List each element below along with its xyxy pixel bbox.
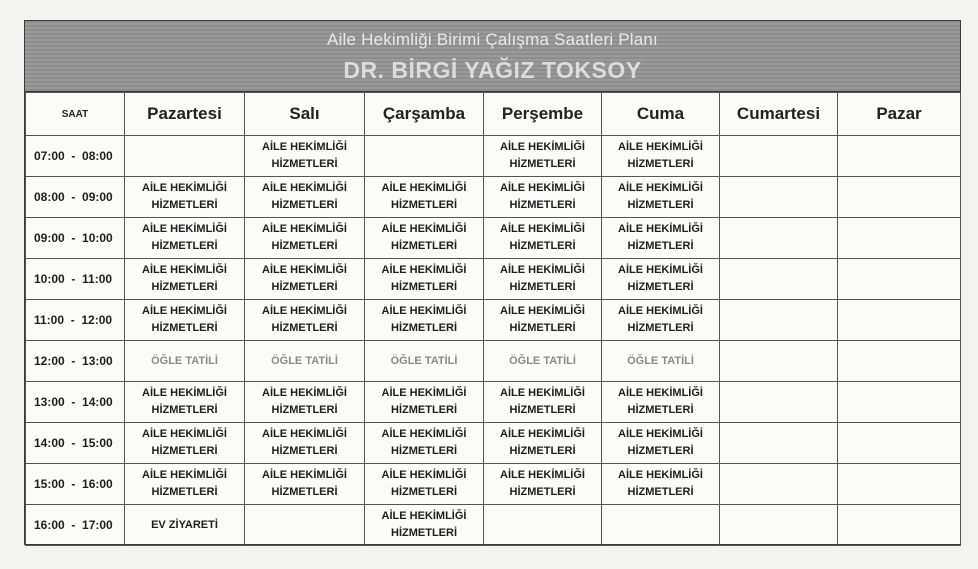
service-label-line1: AİLE HEKİMLİĞİ [262, 264, 347, 276]
empty-cell [720, 382, 838, 423]
column-header-day: Çarşamba [365, 93, 484, 136]
empty-cell [720, 341, 838, 382]
time-slot: 10:00 - 11:00 [26, 259, 125, 300]
service-label-line1: AİLE HEKİMLİĞİ [381, 387, 467, 399]
service-cell [245, 464, 365, 505]
service-cell [365, 259, 484, 300]
service-label-line1: AİLE HEKİMLİĞİ [262, 182, 347, 194]
service-cell [365, 464, 484, 505]
service-label-line1: AİLE HEKİMLİĞİ [142, 305, 227, 317]
empty-cell [720, 259, 838, 300]
service-label-line1: AİLE HEKİMLİĞİ [262, 223, 347, 235]
service-cell [245, 218, 365, 259]
empty-cell [720, 218, 838, 259]
time-slot: 14:00 - 15:00 [26, 423, 125, 464]
column-header-day: Salı [245, 93, 365, 136]
empty-cell [125, 136, 245, 177]
service-label-line1: AİLE HEKİMLİĞİ [381, 428, 467, 440]
plan-subtitle: Aile Hekimliği Birimi Çalışma Saatleri Planı [327, 30, 658, 49]
service-label-line1: AİLE HEKİMLİĞİ [142, 223, 227, 235]
service-cell [484, 218, 602, 259]
service-label-line1: AİLE HEKİMLİĞİ [262, 428, 347, 440]
table-row [26, 136, 961, 177]
service-cell [245, 382, 365, 423]
empty-cell [720, 464, 838, 505]
service-cell [484, 382, 602, 423]
service-cell [365, 218, 484, 259]
service-label-line2: HİZMETLERİ [151, 322, 218, 334]
service-label-line2: HİZMETLERİ [627, 158, 694, 170]
service-cell [484, 300, 602, 341]
service-cell [602, 464, 720, 505]
service-label-line2: HİZMETLERİ [627, 445, 694, 457]
empty-cell [484, 505, 602, 546]
service-cell [602, 136, 720, 177]
service-label-line2: HİZMETLERİ [271, 445, 338, 457]
column-header-day: Pazartesi [125, 93, 245, 136]
service-label-line2: HİZMETLERİ [151, 199, 218, 211]
service-label-line2: HİZMETLERİ [391, 404, 457, 416]
service-cell [365, 177, 484, 218]
empty-cell [838, 423, 961, 464]
empty-cell [838, 177, 961, 218]
service-cell [365, 505, 484, 546]
time-slot: 11:00 - 12:00 [26, 300, 125, 341]
service-label-line1: AİLE HEKİMLİĞİ [500, 469, 585, 481]
service-cell [602, 259, 720, 300]
service-label-line2: HİZMETLERİ [271, 486, 338, 498]
table-row [26, 259, 961, 300]
service-label-line2: HİZMETLERİ [151, 281, 218, 293]
service-label-line1: AİLE HEKİMLİĞİ [618, 182, 703, 194]
lunch-break-cell: ÖĞLE TATİLİ [245, 341, 365, 382]
table-row [26, 300, 961, 341]
service-cell [125, 423, 245, 464]
service-label-line2: HİZMETLERİ [627, 281, 694, 293]
service-label-line2: HİZMETLERİ [391, 199, 457, 211]
service-cell [484, 177, 602, 218]
table-row [26, 505, 961, 546]
service-label-line1: AİLE HEKİMLİĞİ [142, 428, 227, 440]
service-label-line1: AİLE HEKİMLİĞİ [381, 223, 467, 235]
service-cell [484, 423, 602, 464]
table-row [26, 464, 961, 505]
empty-cell [720, 300, 838, 341]
service-cell [245, 423, 365, 464]
time-slot: 16:00 - 17:00 [26, 505, 125, 546]
service-label-line2: HİZMETLERİ [271, 322, 338, 334]
service-label-line2: HİZMETLERİ [271, 240, 338, 252]
service-cell [365, 300, 484, 341]
time-slot: 09:00 - 10:00 [26, 218, 125, 259]
table-row [26, 341, 961, 382]
service-label-line2: HİZMETLERİ [509, 158, 576, 170]
table-row [26, 382, 961, 423]
service-label-line1: AİLE HEKİMLİĞİ [618, 141, 703, 153]
service-label-line1: AİLE HEKİMLİĞİ [381, 305, 467, 317]
service-label-line1: AİLE HEKİMLİĞİ [142, 469, 227, 481]
service-cell [602, 382, 720, 423]
service-label-line1: AİLE HEKİMLİĞİ [381, 510, 467, 522]
empty-cell [720, 423, 838, 464]
service-label-line2: HİZMETLERİ [271, 404, 338, 416]
service-label-line1: AİLE HEKİMLİĞİ [262, 141, 347, 153]
schedule-table [25, 92, 961, 546]
service-cell [245, 300, 365, 341]
service-label-line1: AİLE HEKİMLİĞİ [262, 387, 347, 399]
service-label-line1: AİLE HEKİMLİĞİ [618, 469, 703, 481]
service-cell [125, 464, 245, 505]
service-cell [245, 136, 365, 177]
service-label-line1: AİLE HEKİMLİĞİ [500, 223, 585, 235]
service-cell [484, 136, 602, 177]
table-body [26, 136, 961, 546]
service-label-line2: HİZMETLERİ [509, 281, 576, 293]
lunch-break-cell: ÖĞLE TATİLİ [125, 341, 245, 382]
service-label-line2: HİZMETLERİ [509, 445, 576, 457]
doctor-name: DR. BİRGİ YAĞIZ TOKSOY [343, 57, 642, 83]
service-cell [365, 423, 484, 464]
table-row [26, 423, 961, 464]
service-label-line2: HİZMETLERİ [391, 527, 457, 539]
empty-cell [838, 136, 961, 177]
service-label-line2: HİZMETLERİ [509, 404, 576, 416]
service-cell [365, 382, 484, 423]
column-header-saat: SAAT [26, 93, 125, 136]
empty-cell [602, 505, 720, 546]
service-label-line1: AİLE HEKİMLİĞİ [618, 223, 703, 235]
empty-cell [838, 464, 961, 505]
service-cell [484, 259, 602, 300]
service-label-line2: HİZMETLERİ [151, 240, 218, 252]
table-row [26, 218, 961, 259]
service-label-line1: AİLE HEKİMLİĞİ [500, 428, 585, 440]
column-header-day: Cumartesi [720, 93, 838, 136]
service-label-line1: AİLE HEKİMLİĞİ [262, 305, 347, 317]
service-label-line2: HİZMETLERİ [509, 199, 576, 211]
service-label-line1: AİLE HEKİMLİĞİ [500, 141, 585, 153]
empty-cell [720, 177, 838, 218]
service-label-line2: HİZMETLERİ [627, 404, 694, 416]
service-cell [245, 177, 365, 218]
lunch-break-cell: ÖĞLE TATİLİ [484, 341, 602, 382]
service-label-line2: HİZMETLERİ [391, 486, 457, 498]
time-slot: 15:00 - 16:00 [26, 464, 125, 505]
service-label-line2: HİZMETLERİ [627, 486, 694, 498]
service-label-line2: HİZMETLERİ [509, 486, 576, 498]
service-label-line2: HİZMETLERİ [627, 322, 694, 334]
time-slot: 07:00 - 08:00 [26, 136, 125, 177]
time-slot: 12:00 - 13:00 [26, 341, 125, 382]
service-cell [125, 218, 245, 259]
home-visit-cell: EV ZİYARETİ [125, 505, 245, 546]
lunch-break-cell: ÖĞLE TATİLİ [365, 341, 484, 382]
service-label-line2: HİZMETLERİ [509, 240, 576, 252]
service-label-line2: HİZMETLERİ [509, 322, 576, 334]
service-label-line2: HİZMETLERİ [271, 199, 338, 211]
empty-cell [245, 505, 365, 546]
service-label-line1: AİLE HEKİMLİĞİ [142, 264, 227, 276]
service-label-line1: AİLE HEKİMLİĞİ [262, 469, 347, 481]
service-label-line1: AİLE HEKİMLİĞİ [142, 387, 227, 399]
service-cell [245, 259, 365, 300]
empty-cell [838, 300, 961, 341]
empty-cell [838, 218, 961, 259]
service-label-line2: HİZMETLERİ [627, 240, 694, 252]
service-label-line2: HİZMETLERİ [271, 158, 338, 170]
service-label-line1: AİLE HEKİMLİĞİ [381, 182, 467, 194]
service-cell [484, 464, 602, 505]
time-slot: 13:00 - 14:00 [26, 382, 125, 423]
service-cell [125, 177, 245, 218]
service-cell [125, 382, 245, 423]
service-label-line2: HİZMETLERİ [271, 281, 338, 293]
service-cell [602, 423, 720, 464]
service-label-line1: AİLE HEKİMLİĞİ [142, 182, 227, 194]
empty-cell [838, 259, 961, 300]
service-label-line1: AİLE HEKİMLİĞİ [500, 264, 585, 276]
service-cell [125, 259, 245, 300]
schedule-sheet [24, 20, 961, 545]
service-cell [602, 177, 720, 218]
service-label-line2: HİZMETLERİ [151, 404, 218, 416]
service-label-line2: HİZMETLERİ [391, 281, 457, 293]
column-header-day: Pazar [838, 93, 961, 136]
service-cell [602, 218, 720, 259]
service-label-line2: HİZMETLERİ [151, 445, 218, 457]
service-label-line2: HİZMETLERİ [627, 199, 694, 211]
table-row [26, 177, 961, 218]
title-banner [25, 21, 960, 92]
service-cell [602, 300, 720, 341]
service-label-line1: AİLE HEKİMLİĞİ [500, 305, 585, 317]
column-header-day: Cuma [602, 93, 720, 136]
time-slot: 08:00 - 09:00 [26, 177, 125, 218]
service-cell [125, 300, 245, 341]
service-label-line2: HİZMETLERİ [391, 322, 457, 334]
empty-cell [838, 382, 961, 423]
service-label-line2: HİZMETLERİ [391, 240, 457, 252]
empty-cell [838, 505, 961, 546]
lunch-break-cell: ÖĞLE TATİLİ [602, 341, 720, 382]
service-label-line1: AİLE HEKİMLİĞİ [618, 387, 703, 399]
empty-cell [838, 341, 961, 382]
service-label-line1: AİLE HEKİMLİĞİ [381, 469, 467, 481]
service-label-line1: AİLE HEKİMLİĞİ [500, 387, 585, 399]
empty-cell [365, 136, 484, 177]
column-header-day: Perşembe [484, 93, 602, 136]
service-label-line1: AİLE HEKİMLİĞİ [618, 428, 703, 440]
service-label-line1: AİLE HEKİMLİĞİ [500, 182, 585, 194]
header-row [26, 93, 961, 136]
empty-cell [720, 505, 838, 546]
empty-cell [720, 136, 838, 177]
service-label-line2: HİZMETLERİ [391, 445, 457, 457]
service-label-line1: AİLE HEKİMLİĞİ [618, 305, 703, 317]
service-label-line2: HİZMETLERİ [151, 486, 218, 498]
service-label-line1: AİLE HEKİMLİĞİ [381, 264, 467, 276]
service-label-line1: AİLE HEKİMLİĞİ [618, 264, 703, 276]
